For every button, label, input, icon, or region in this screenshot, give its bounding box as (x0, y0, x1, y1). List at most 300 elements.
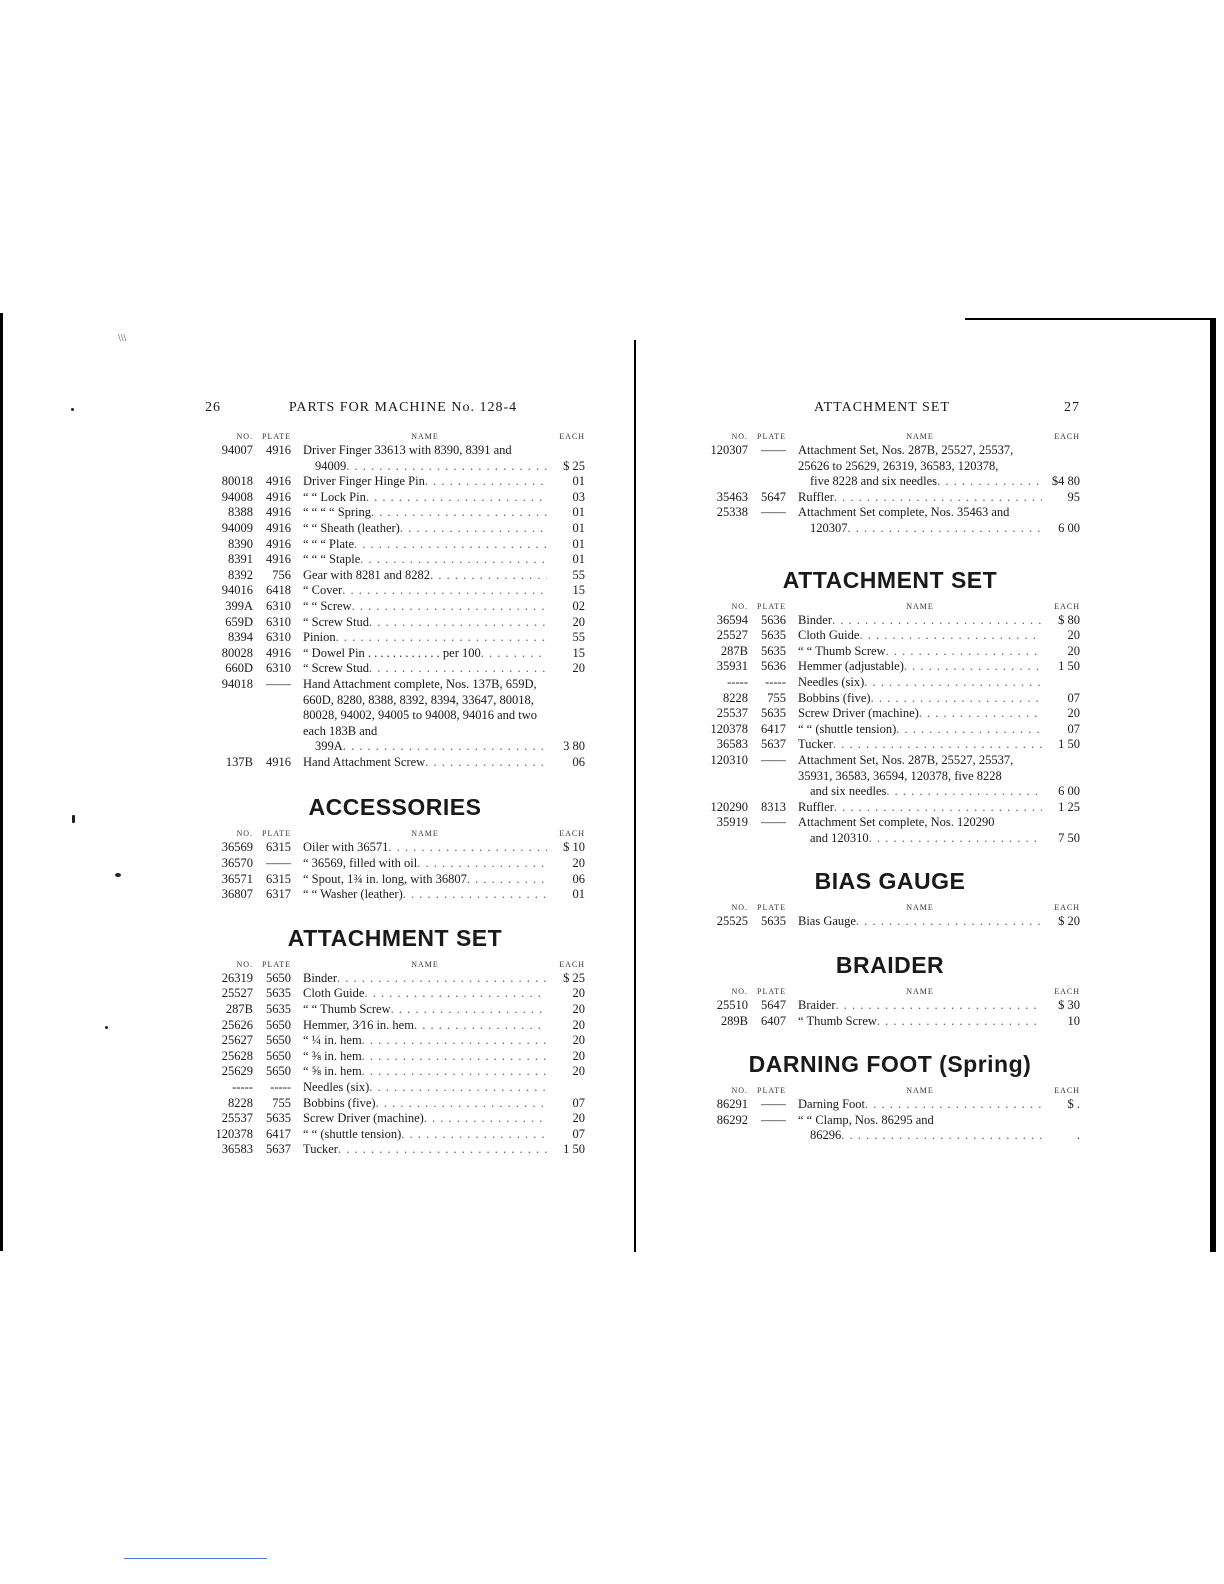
part-number: 36571 (221, 871, 253, 886)
part-name-cell (297, 677, 547, 755)
plate-number: 5635 (761, 628, 786, 643)
part-name-continuation (798, 1128, 1042, 1144)
part-name: “ “ Thumb Screw (798, 643, 886, 658)
part-number: 36583 (716, 737, 748, 752)
dot-leader (425, 474, 547, 490)
part-name-cell (792, 644, 1042, 660)
section-heading: BIAS GAUGE (814, 868, 966, 895)
part-name-line (798, 722, 1042, 738)
col-name: NAME (411, 829, 439, 839)
dot-leader (401, 1127, 547, 1143)
part-name-line (798, 628, 1042, 644)
plate-number: 5635 (266, 1111, 291, 1126)
plate-number: —— (761, 1112, 786, 1127)
table-row (700, 722, 1080, 738)
part-name-line (303, 1033, 547, 1049)
column-headers (700, 602, 1080, 611)
part-name: Cloth Guide (303, 986, 365, 1001)
part-name-line (798, 691, 1042, 707)
col-name: NAME (411, 432, 439, 441)
col-plate: PLATE (757, 903, 786, 913)
price-each: $4 80 (1051, 474, 1080, 489)
part-name-line (303, 840, 547, 856)
plate-number: 5635 (761, 914, 786, 929)
part-number: 94007 (221, 443, 253, 457)
col-no: NO. (236, 959, 253, 969)
table-row (205, 887, 585, 903)
part-name: “ ⅜ in. hem (303, 1048, 362, 1063)
part-name-cell (792, 613, 1042, 629)
part-name-continuation (798, 784, 1042, 800)
plate-number: 6310 (266, 630, 291, 645)
plate-number: 5637 (761, 737, 786, 752)
part-name-line (303, 552, 547, 568)
price-each: 20 (572, 856, 585, 871)
table-row (205, 646, 585, 662)
plate-number: 5650 (266, 970, 291, 985)
part-number: 36570 (221, 856, 253, 871)
plate-number: 5637 (266, 1142, 291, 1157)
part-name-cell (792, 659, 1042, 675)
table-row (205, 971, 585, 987)
part-name: “ “ Washer (leather) (303, 887, 403, 902)
plate-number: 5635 (761, 706, 786, 721)
dot-leader (369, 615, 547, 631)
plate-number: 5650 (266, 1064, 291, 1079)
dot-leader (833, 737, 1042, 753)
part-name: “ 36569, filled with oil (303, 856, 418, 871)
part-name-cell (792, 490, 1042, 506)
part-number: 36569 (221, 840, 253, 855)
table-row (205, 599, 585, 615)
price-each: 7 50 (1058, 830, 1080, 845)
part-name: “ ¼ in. hem (303, 1033, 362, 1048)
part-name-cell (297, 552, 547, 568)
part-name: Hand Attachment Screw (303, 754, 426, 769)
dot-leader (886, 644, 1042, 660)
part-name-cell (297, 1033, 547, 1049)
part-name: “ Screw Stud (303, 614, 369, 629)
left-border-line (0, 313, 3, 1251)
part-name-cell (297, 840, 547, 856)
dot-leader (886, 784, 1042, 800)
part-name: “ “ (shuttle tension) (798, 721, 897, 736)
col-plate: PLATE (757, 432, 786, 441)
plate-number: 755 (272, 1095, 291, 1110)
part-name-cell (792, 753, 1042, 800)
price-each: 01 (572, 474, 585, 489)
dot-leader (919, 706, 1042, 722)
price-each: . (1076, 1128, 1080, 1143)
attachment-set-table (700, 613, 1080, 847)
part-name: “ “ “ Staple (303, 552, 361, 567)
dot-leader (376, 1096, 547, 1112)
price-each: 06 (572, 871, 585, 886)
column-headers (205, 829, 585, 838)
table-row (205, 986, 585, 1002)
part-number: ----- (232, 1080, 253, 1094)
part-name-line (798, 706, 1042, 722)
price-each: 95 (1067, 489, 1080, 504)
col-name: NAME (906, 601, 934, 611)
dot-leader (896, 722, 1042, 738)
price-each: 20 (1067, 628, 1080, 643)
dot-leader (362, 1033, 547, 1049)
plate-number: 5635 (761, 643, 786, 658)
price-each: 55 (572, 630, 585, 645)
page-number: 26 (205, 400, 221, 415)
price-each: 20 (1067, 643, 1080, 658)
part-name-cell (297, 1127, 547, 1143)
plate-number: 5647 (761, 998, 786, 1013)
dot-leader (430, 568, 547, 584)
part-name-continuation (798, 521, 1042, 537)
part-name-line (303, 1142, 547, 1158)
part-number: 26319 (221, 970, 253, 985)
part-name-end: and six needles (810, 784, 887, 799)
table-row (700, 505, 1080, 536)
table-row (700, 815, 1080, 846)
column-headers (700, 903, 1080, 912)
part-name-line (303, 856, 547, 872)
part-name-line (303, 1080, 547, 1096)
price-each: 20 (572, 614, 585, 629)
braider-table (700, 998, 1080, 1029)
dot-leader (366, 490, 547, 506)
dot-leader (834, 800, 1042, 816)
col-no: NO. (236, 432, 253, 441)
part-name: Attachment Set complete, Nos. 120290 (798, 815, 995, 830)
part-number: 8392 (228, 567, 253, 582)
part-number: 120307 (710, 443, 748, 457)
plate-number: 4916 (266, 443, 291, 457)
table-row (205, 1142, 585, 1158)
part-number: 287B (720, 643, 748, 658)
top-right-border (965, 318, 1210, 320)
part-number: 36807 (221, 887, 253, 902)
part-name: “ “ “ “ Spring (303, 505, 372, 520)
part-name: Darning Foot (798, 1097, 866, 1112)
part-number: 120378 (710, 721, 748, 736)
price-each: 20 (1067, 706, 1080, 721)
dot-leader (425, 755, 547, 771)
part-name-cell (792, 800, 1042, 816)
part-name-cell (792, 706, 1042, 722)
part-name-cell (297, 537, 547, 553)
part-name: Needles (six) (798, 674, 865, 689)
plate-number: 6310 (266, 614, 291, 629)
dot-leader (871, 691, 1042, 707)
part-name: “ Spout, 1¾ in. long, with 36807 (303, 871, 467, 886)
dot-leader (391, 1002, 547, 1018)
table-row (205, 677, 585, 755)
table-row (700, 706, 1080, 722)
col-plate: PLATE (262, 959, 291, 969)
part-name: Pinion (303, 630, 336, 645)
part-name-end: 120307 (810, 520, 848, 535)
part-name: Binder (303, 970, 338, 985)
table-row (700, 1097, 1080, 1113)
plate-number: 4916 (266, 474, 291, 489)
col-each: EACH (1054, 1086, 1080, 1096)
part-name-cell (792, 722, 1042, 738)
price-each: 3 80 (563, 739, 585, 754)
column-headers (205, 960, 585, 969)
margin-speck (71, 408, 74, 411)
running-head: ATTACHMENT SET (814, 400, 950, 415)
table-row (700, 737, 1080, 753)
part-number: 36594 (716, 612, 748, 627)
table-row (700, 998, 1080, 1014)
corner-scribble: \\\ (118, 333, 127, 344)
col-no: NO. (731, 903, 748, 913)
part-name: “ Screw Stud (303, 661, 369, 676)
part-name: Cloth Guide (798, 628, 860, 643)
part-name-cell (297, 755, 547, 771)
part-name-cell (792, 691, 1042, 707)
part-name: Screw Driver (machine) (303, 1111, 424, 1126)
col-name: NAME (906, 903, 934, 913)
price-each: $ 25 (563, 458, 585, 473)
col-name: NAME (411, 959, 439, 969)
part-number: 94009 (221, 520, 253, 535)
part-name: Bobbins (five) (303, 1095, 376, 1110)
dot-leader (877, 1014, 1042, 1030)
plate-number: 6315 (266, 871, 291, 886)
part-name-line (798, 1014, 1042, 1030)
part-name-line (303, 755, 547, 771)
column-headers (700, 987, 1080, 996)
dot-leader (354, 537, 547, 553)
part-name-continuation (798, 474, 1042, 490)
dot-leader (841, 1128, 1042, 1144)
plate-number: 5636 (761, 612, 786, 627)
part-name: Bias Gauge (798, 914, 856, 929)
accessories-table (205, 840, 585, 902)
part-name-cell (792, 1113, 1042, 1144)
plate-number: —— (761, 443, 786, 457)
plate-number: 6418 (266, 583, 291, 598)
part-name-line (303, 1127, 547, 1143)
table-row (205, 755, 585, 771)
dot-leader (369, 1080, 547, 1096)
dot-leader (336, 630, 547, 646)
col-name: NAME (906, 1086, 934, 1096)
table-row (700, 753, 1080, 800)
table-row (205, 474, 585, 490)
running-head: PARTS FOR MACHINE No. 128-4 (288, 400, 518, 415)
part-name-end: and 120310 (810, 830, 869, 845)
price-each: 55 (572, 567, 585, 582)
part-name-cell (792, 675, 1042, 691)
price-each: 15 (572, 583, 585, 598)
part-name: Ruffler (798, 799, 834, 814)
dot-leader (835, 998, 1042, 1014)
bottom-underline (124, 1558, 267, 1559)
part-number: 86291 (716, 1097, 748, 1112)
part-number: 25527 (221, 986, 253, 1001)
part-name: Gear with 8281 and 8282 (303, 567, 431, 582)
table-row (700, 691, 1080, 707)
part-number: 287B (225, 1002, 253, 1017)
price-each: 07 (1067, 721, 1080, 736)
plate-number: 6315 (266, 840, 291, 855)
part-name: Attachment Set complete, Nos. 35463 and (798, 505, 1010, 520)
dot-leader (467, 872, 547, 888)
price-each: 20 (572, 1064, 585, 1079)
plate-number: —— (761, 1097, 786, 1112)
part-number: 120290 (710, 799, 748, 814)
dot-leader (937, 474, 1042, 490)
table-row (205, 856, 585, 872)
darning-foot-table (700, 1097, 1080, 1144)
part-name-cell (297, 521, 547, 537)
part-number: 94016 (221, 583, 253, 598)
table-row (205, 1080, 585, 1096)
part-name-end: 94009 (315, 458, 347, 473)
part-name: Braider (798, 998, 836, 1013)
plate-number: —— (761, 815, 786, 830)
part-number: 25626 (221, 1017, 253, 1032)
table-row (205, 521, 585, 537)
table-row (700, 644, 1080, 660)
part-number: 8228 (228, 1095, 253, 1110)
dot-leader (362, 1049, 547, 1065)
table-row (205, 661, 585, 677)
page-header (205, 400, 585, 416)
column-headers (700, 432, 1080, 441)
col-plate: PLATE (757, 1086, 786, 1096)
part-number: 289B (720, 1013, 748, 1028)
part-name: “ “ Screw (303, 598, 352, 613)
top-items-table (700, 443, 1080, 537)
part-name: “ “ (shuttle tension) (303, 1126, 402, 1141)
plate-number: 755 (767, 690, 786, 705)
table-row (700, 659, 1080, 675)
part-name: “ “ Sheath (leather) (303, 520, 400, 535)
part-name: Oiler with 36571 (303, 840, 389, 855)
part-number: 120378 (215, 1126, 253, 1141)
part-name-cell (297, 490, 547, 506)
table-row (205, 505, 585, 521)
plate-number: 6317 (266, 887, 291, 902)
price-each: 6 00 (1058, 520, 1080, 535)
part-name-line (303, 615, 547, 631)
dot-leader (343, 739, 547, 755)
part-name-continuation (303, 459, 547, 475)
plate-number: ----- (270, 1080, 291, 1094)
col-each: EACH (1054, 432, 1080, 441)
part-name-line (303, 1111, 547, 1127)
part-name-line (303, 646, 547, 662)
part-name-line (798, 644, 1042, 660)
part-name-cell (297, 1096, 547, 1112)
part-name: Hand Attachment complete, Nos. 137B, 659D, 660D, 8280, 8388, 8392, 8394, 33647, 80018, 80028, 94002, 94005 to 94008, 94016 and two each 183B and (303, 676, 538, 738)
part-name: Hemmer (adjustable) (798, 659, 904, 674)
part-number: 35919 (716, 815, 748, 830)
part-name-cell (297, 1002, 547, 1018)
part-name-line (303, 1049, 547, 1065)
price-each: 1 50 (563, 1142, 585, 1157)
price-each: 07 (572, 1126, 585, 1141)
price-each: 20 (572, 1111, 585, 1126)
table-row (205, 568, 585, 584)
price-each: 01 (572, 536, 585, 551)
part-name-cell (297, 872, 547, 888)
part-name-cell (297, 1064, 547, 1080)
dot-leader (859, 628, 1042, 644)
part-name-line (303, 521, 547, 537)
price-each: 01 (572, 887, 585, 902)
part-number: 25510 (716, 998, 748, 1013)
right-page (700, 400, 1080, 1144)
plate-number: 4916 (266, 536, 291, 551)
page-number: 27 (1064, 400, 1080, 415)
part-number: 8388 (228, 505, 253, 520)
table-row (205, 630, 585, 646)
col-name: NAME (906, 432, 934, 441)
plate-number: —— (266, 856, 291, 871)
part-name-line (303, 505, 547, 521)
price-each: $ 30 (1058, 998, 1080, 1013)
part-name-line (303, 1018, 547, 1034)
table-row (205, 1127, 585, 1143)
column-headers (205, 432, 585, 441)
part-number: 120310 (710, 752, 748, 767)
part-number: 25525 (716, 914, 748, 929)
dot-leader (865, 1097, 1042, 1113)
part-name-line (798, 1097, 1042, 1113)
part-name: Bobbins (five) (798, 690, 871, 705)
dot-leader (864, 675, 1042, 691)
part-name: “ “ Clamp, Nos. 86295 and (798, 1112, 934, 1127)
part-name-line (303, 1064, 547, 1080)
table-row (205, 1096, 585, 1112)
part-name-cell (297, 1080, 547, 1096)
part-name-cell (297, 646, 547, 662)
part-name: “ “ Lock Pin (303, 489, 366, 504)
section-heading: DARNING FOOT (Spring) (748, 1051, 1032, 1078)
table-row (700, 1014, 1080, 1030)
part-name-cell (297, 1018, 547, 1034)
part-number: 25537 (221, 1111, 253, 1126)
part-name: Needles (six) (303, 1080, 370, 1094)
part-name-cell (297, 630, 547, 646)
table-row (205, 552, 585, 568)
table-row (205, 1049, 585, 1065)
part-name-line (798, 675, 1042, 691)
dot-leader (338, 1142, 547, 1158)
part-number: 25338 (716, 505, 748, 520)
part-number: 137B (225, 754, 253, 769)
price-each: 01 (572, 520, 585, 535)
part-name-cell (792, 443, 1042, 490)
col-plate: PLATE (262, 432, 291, 441)
part-name-cell (297, 661, 547, 677)
dot-leader (360, 552, 547, 568)
dot-leader (481, 646, 547, 662)
price-each: 1 50 (1058, 737, 1080, 752)
dot-leader (856, 914, 1042, 930)
price-each: 06 (572, 754, 585, 769)
part-name: Binder (798, 612, 833, 627)
dot-leader (342, 583, 547, 599)
price-each: 20 (572, 661, 585, 676)
dot-leader (834, 490, 1042, 506)
part-name: “ Thumb Screw (798, 1013, 877, 1028)
part-name-cell (297, 887, 547, 903)
attachment-set-table (205, 971, 585, 1158)
